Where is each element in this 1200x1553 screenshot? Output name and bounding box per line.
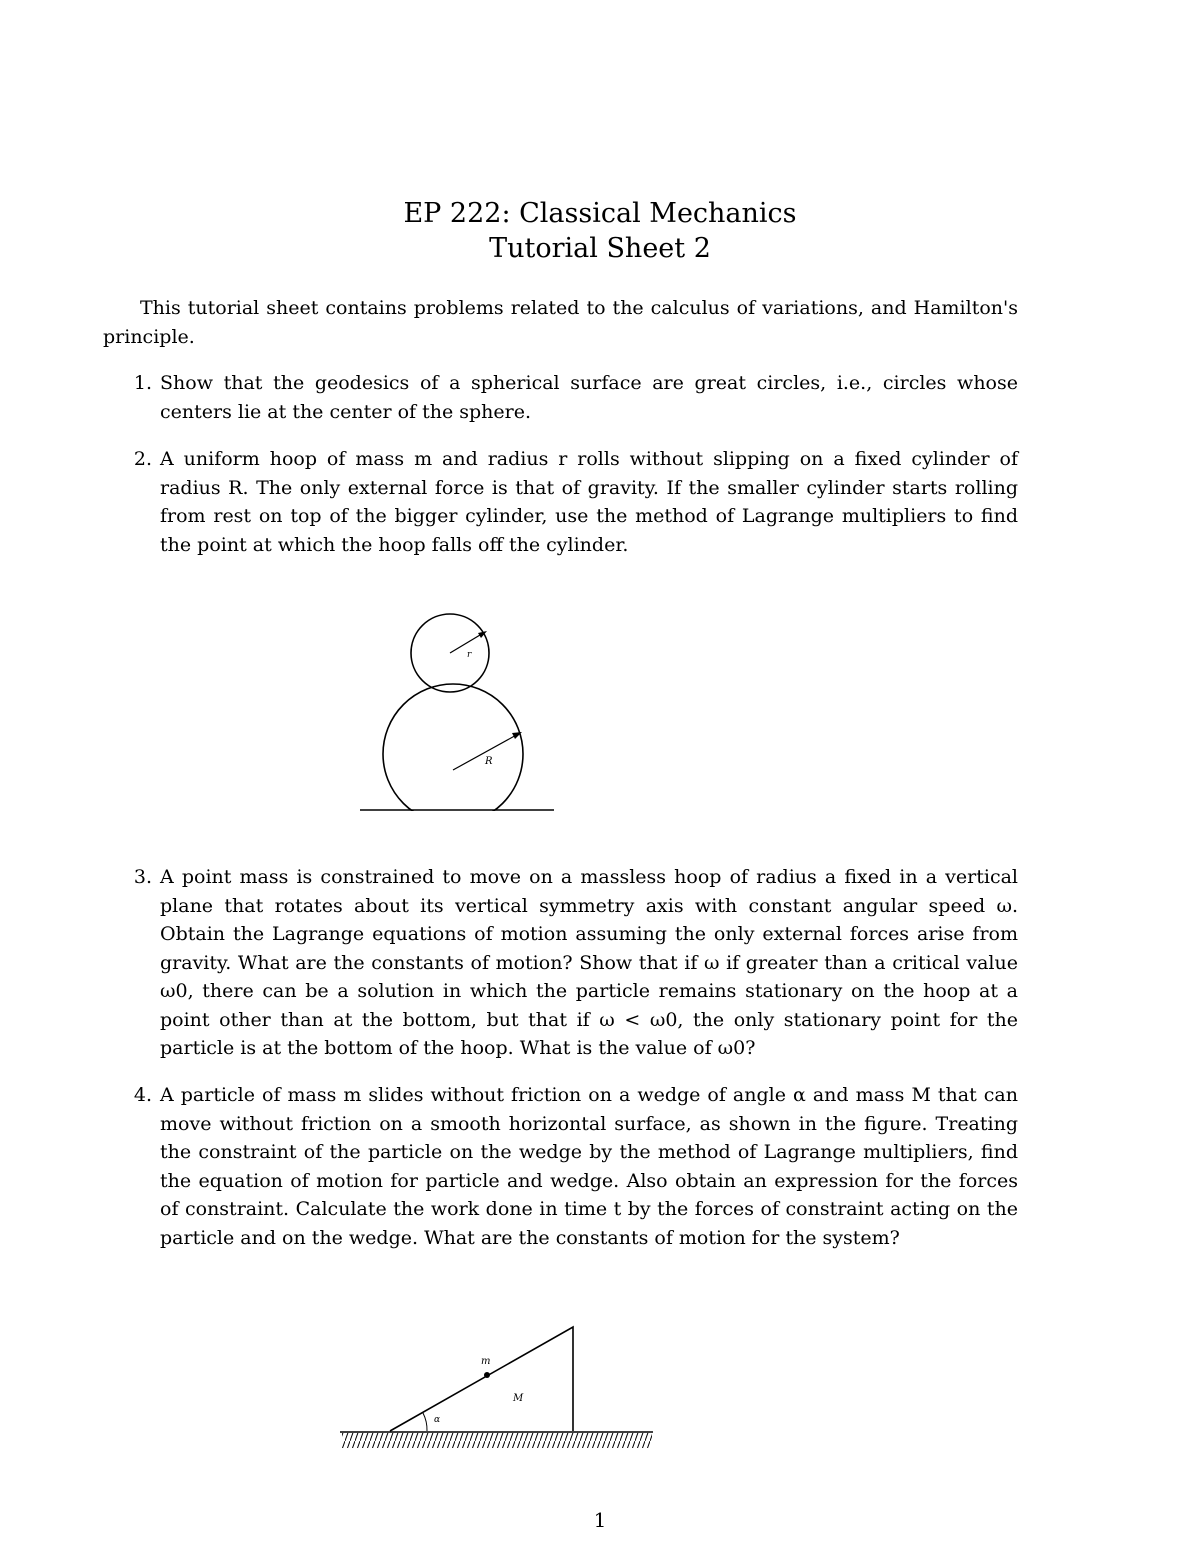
- page-title: [0, 196, 1200, 266]
- wedge-figure: [335, 1315, 665, 1455]
- problem-number: 4.: [133, 1084, 152, 1106]
- large-cylinder: [383, 684, 523, 824]
- hoop-on-cylinder-figure: [340, 600, 570, 830]
- angle-arc: [423, 1413, 427, 1431]
- problem-4: [133, 1081, 1018, 1252]
- ground-mask: [360, 811, 554, 830]
- problem-text: Show that the geodesics of a spherical surface are great circles, i.e., circles whose centers lie at the center of the sphere.: [160, 372, 1018, 423]
- page-number: 1: [593, 1508, 607, 1532]
- problem-text: A particle of mass m slides without friction on a wedge of angle α and mass M that can move without friction on a smooth horizontal surface, as shown in the figure. Treating the constraint of the particle on the wedge by the method of Lagrange multipliers, find the equation of motion for particle and wedge. Also obtain an expression for the forces of constraint. Calculate the work done in time t by the forces of constraint acting on the particle and on the wedge. What are the constants of motion for the system?: [160, 1084, 1018, 1249]
- problem-2: [133, 445, 1018, 559]
- problem-number: 2.: [133, 448, 152, 470]
- problem-number: 1.: [133, 372, 152, 394]
- sheet-title: Tutorial Sheet 2: [489, 233, 711, 264]
- large-radius-label: R: [485, 756, 493, 767]
- particle-label: m: [481, 1356, 491, 1367]
- particle: [484, 1372, 490, 1378]
- problem-text: A uniform hoop of mass m and radius r rolls without slipping on a fixed cylinder of radius R. The only external force is that of gravity. If the smaller cylinder starts rolling from rest on top of the bigger cylinder, use the method of Lagrange multipliers to find the point at which the hoop falls off the cylinder.: [160, 448, 1018, 556]
- surface-hatching: [342, 1433, 652, 1448]
- course-title: EP 222: Classical Mechanics: [403, 198, 797, 229]
- intro-paragraph: This tutorial sheet contains problems related to the calculus of variations, and Hamilton's principle.: [103, 297, 1018, 348]
- problem-3: [133, 863, 1018, 1063]
- wedge-label: M: [513, 1393, 524, 1404]
- wedge: [390, 1327, 573, 1431]
- problem-1: [133, 369, 1018, 426]
- problem-text: A point mass is constrained to move on a massless hoop of radius a fixed in a vertical plane that rotates about its vertical symmetry axis with constant angular speed ω. Obtain the Lagrange equations of motion assuming the only external forces arise from gravity. What are the constants of motion? Show that if ω if greater than a critical value ω0, there can be a solution in which the particle remains stationary on the hoop at a point other than at the bottom, but that if ω < ω0, the only stationary point for the particle is at the bottom of the hoop. What is the value of ω0?: [160, 866, 1018, 1059]
- problem-number: 3.: [133, 866, 152, 888]
- small-radius-label: r: [467, 650, 472, 660]
- angle-label: α: [434, 1415, 441, 1425]
